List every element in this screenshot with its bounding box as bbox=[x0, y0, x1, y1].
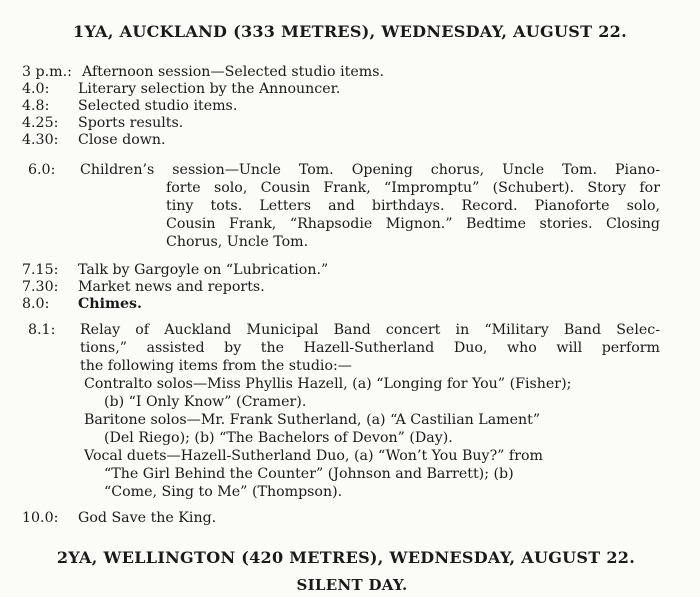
row-time: 4.8: bbox=[22, 98, 50, 114]
row-time: 6.0: bbox=[28, 162, 56, 178]
entry-line: (Del Riego); (b) “The Bachelors of Devon” (Day). bbox=[104, 430, 453, 446]
row-text: Talk by Gargoyle on “Lubrication.” bbox=[78, 262, 329, 278]
entry-line: forte solo, Cousin Frank, “Impromptu” (Schubert). Story for bbox=[166, 180, 660, 196]
row-time: 3 p.m.: bbox=[22, 64, 72, 80]
entry-text bbox=[80, 321, 668, 501]
row-text: Afternoon session—Selected studio items. bbox=[82, 64, 384, 80]
entry-line: “Come, Sing to Me” (Thompson). bbox=[104, 484, 343, 500]
row-text: Literary selection by the Announcer. bbox=[78, 81, 341, 97]
station-heading-2ya: 2YA, WELLINGTON (420 METRES), WEDNESDAY, AUGUST 22. bbox=[56, 548, 636, 567]
row-time: 4.25: bbox=[22, 115, 59, 131]
entry-line: Chorus, Uncle Tom. bbox=[166, 234, 309, 250]
row-time: 4.30: bbox=[22, 132, 59, 148]
row-time: 7.15: bbox=[22, 262, 59, 278]
row-time: 8.1: bbox=[28, 322, 56, 338]
entry-line: Baritone solos—Mr. Frank Sutherland, (a) “A Castilian Lament” bbox=[84, 412, 541, 428]
entry-line: (b) “I Only Know” (Cramer). bbox=[104, 394, 307, 410]
schedule-entry-concert bbox=[28, 321, 668, 501]
entry-line: tiny tots. Letters and birthdays. Record. Pianoforte solo, bbox=[166, 198, 660, 214]
entry-line: Vocal duets—Hazell-Sutherland Duo, (a) “Won’t You Buy?” from bbox=[84, 448, 543, 464]
entry-line: Relay of Auckland Municipal Band concert in “Military Band Selec- bbox=[80, 322, 660, 338]
row-text: Chimes. bbox=[78, 296, 142, 312]
row-text: Close down. bbox=[78, 132, 166, 148]
schedule-entry-children bbox=[28, 161, 660, 256]
entry-line: Cousin Frank, “Rhapsodie Mignon.” Bedtime stories. Closing bbox=[166, 216, 660, 232]
station-heading-1ya: 1YA, AUCKLAND (333 METRES), WEDNESDAY, AUGUST 22. bbox=[73, 22, 627, 41]
entry-line: the following items from the studio:— bbox=[80, 358, 352, 374]
entry-text bbox=[80, 161, 660, 251]
entry-line: “The Girl Behind the Counter” (Johnson and Barrett); (b) bbox=[104, 466, 514, 482]
row-text: Sports results. bbox=[78, 115, 184, 131]
row-text: Selected studio items. bbox=[78, 98, 238, 114]
row-time: 4.0: bbox=[22, 81, 50, 97]
entry-line: Contralto solos—Miss Phyllis Hazell, (a) “Longing for You” (Fisher); bbox=[84, 376, 572, 392]
row-time: 10.0: bbox=[22, 510, 59, 526]
row-time: 8.0: bbox=[22, 296, 50, 312]
entry-line: tions,” assisted by the Hazell-Sutherland Duo, who will perform bbox=[80, 340, 660, 356]
silent-day-notice: SILENT DAY. bbox=[296, 576, 408, 594]
entry-line: Children’s session—Uncle Tom. Opening chorus, Uncle Tom. Piano- bbox=[80, 162, 660, 178]
row-text: God Save the King. bbox=[78, 510, 217, 526]
row-time: 7.30: bbox=[22, 279, 59, 295]
row-text: Market news and reports. bbox=[78, 279, 265, 295]
